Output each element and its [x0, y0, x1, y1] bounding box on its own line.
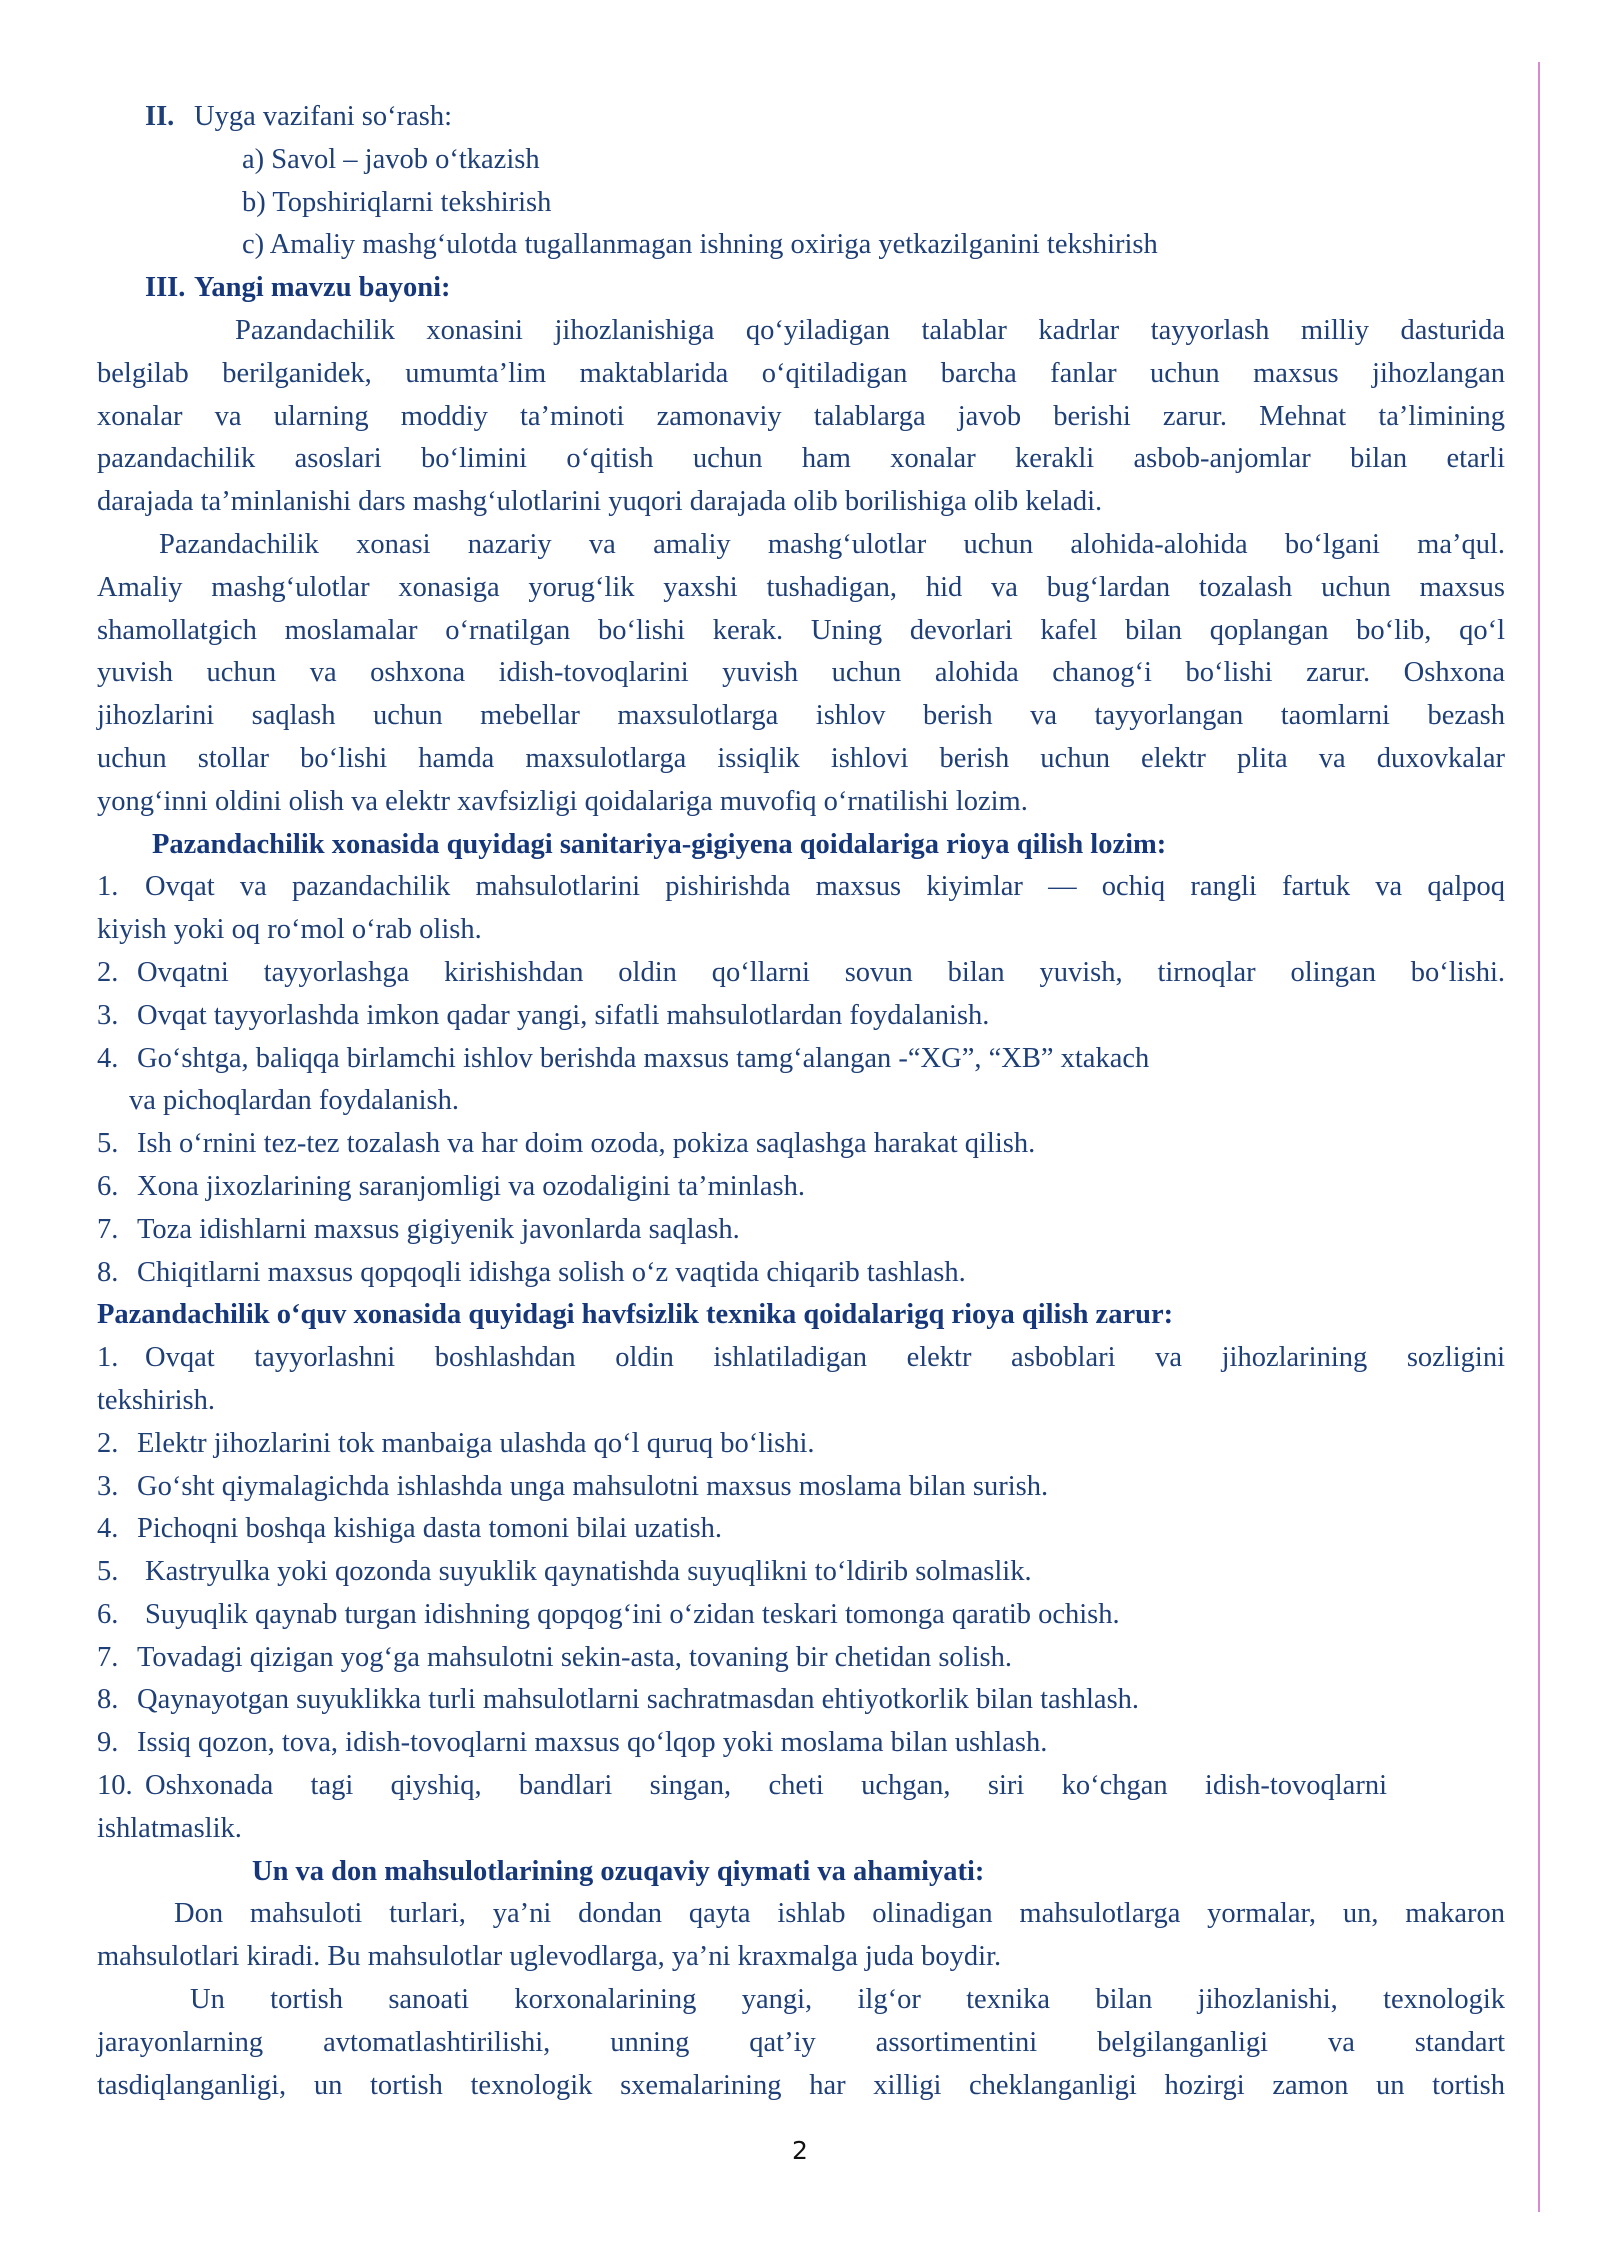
paragraph-line: Amaliy mashg‘ulotlar xonasiga yorug‘lik yaxshi tushadigan, hid va bug‘lardan tozalash uchun maxsus [97, 571, 1505, 603]
paragraph-line: Un tortish sanoati korxonalarining yangi, ilg‘or texnika bilan jihozlanishi, texnologik [190, 1984, 1505, 2016]
paragraph-line: Pazandachilik xonasini jihozlanishiga qo‘yiladigan talablar kadrlar tayyorlash milliy dasturida [235, 314, 1505, 346]
document-page [97, 96, 1505, 2107]
item-number: 1. [97, 871, 119, 903]
section-heading-2 [97, 96, 1505, 139]
paragraph-line: belgilab berilganidek, umumta’lim maktablarida o‘qitiladigan barcha fanlar uchun maxsus jihozlangan [97, 357, 1505, 389]
item-text: Ovqat va pazandachilik mahsulotlarini pishirishda maxsus kiyimlar — ochiq rangli fartuk va qalpoq [145, 871, 1505, 903]
item-text: Ovqatni tayyorlashga kirishishdan oldin qo‘llarni sovun bilan yuvish, tirnoqlar olingan bo‘lishi. [137, 956, 1505, 988]
item-text: Qaynayotgan suyuklikka turli mahsulotlarni sachratmasdan ehtiyotkorlik bilan tashlash. [137, 1684, 1140, 1716]
list-item [97, 1466, 1505, 1509]
item-text: Ish o‘rnini tez-tez tozalash va har doim ozoda, pokiza saqlashga harakat qilish. [137, 1128, 1036, 1160]
list-item [97, 1423, 1505, 1466]
item-number: 8. [97, 1684, 119, 1716]
item-text: Suyuqlik qaynab turgan idishning qopqog‘ini o‘zidan teskari tomonga qaratib ochish. [145, 1598, 1120, 1630]
item-number: 8. [97, 1256, 119, 1288]
item-number: 6. [97, 1598, 119, 1630]
list-item [97, 1722, 1505, 1765]
margin-line [1538, 62, 1540, 2212]
paragraph-line: jarayonlarning avtomatlashtirilishi, unning qat’iy assortimentini belgilanganligi va standart [97, 2026, 1505, 2058]
paragraph-line: mahsulotlari kiradi. Bu mahsulotlar uglevodlarga, ya’ni kraxmalga juda boydir. [97, 1941, 1002, 1973]
sanitary-heading: Pazandachilik xonasida quyidagi sanitariya-gigiyena qoidalariga rioya qilish lozim: [152, 828, 1167, 860]
item-number: 10. [97, 1770, 133, 1802]
section-heading-3 [97, 267, 1505, 310]
item-text-continued: kiyish yoki oq ro‘mol o‘rab olish. [97, 914, 482, 946]
item-number: 1. [97, 1342, 119, 1374]
item-text: Pichoqni boshqa kishiga dasta tomoni bilai uzatish. [137, 1513, 722, 1545]
section-title: Uyga vazifani so‘rash: [194, 101, 452, 132]
item-text-continued: tekshirish. [97, 1384, 215, 1416]
item-number: 3. [97, 999, 119, 1031]
list-item [97, 1209, 1505, 1252]
list-item [97, 1123, 1505, 1166]
list-item: b) Topshiriqlarni tekshirish [242, 186, 552, 218]
list-item [97, 952, 1505, 995]
item-text: Toza idishlarni maxsus gigiyenik javonlarda saqlash. [137, 1213, 740, 1245]
paragraph-line: Don mahsuloti turlari, ya’ni dondan qayta ishlab olinadigan mahsulotlarga yormalar, un, makaron [174, 1898, 1505, 1930]
list-item [97, 1038, 1505, 1081]
paragraph-line: uchun stollar bo‘lishi hamda maxsulotlarga issiqlik ishlovi berish uchun elektr plita va duxovkalar [97, 742, 1505, 774]
item-number: 5. [97, 1556, 119, 1588]
list-item [97, 1765, 1387, 1808]
section-title: Yangi mavzu bayoni: [194, 272, 451, 304]
paragraph-line: xonalar va ularning moddiy ta’minoti zamonaviy talablarga javob berishi zarur. Mehnat ta’limining [97, 400, 1505, 432]
list-item [97, 1252, 1505, 1295]
list-item: c) Amaliy mashg‘ulotda tugallanmagan ishning oxiriga yetkazilganini tekshirish [242, 229, 1158, 261]
list-item: a) Savol – javob o‘tkazish [242, 143, 540, 175]
item-number: 7. [97, 1213, 119, 1245]
item-text: Issiq qozon, tova, idish-tovoqlarni maxsus qo‘lqop yoki moslama bilan ushlash. [137, 1727, 1048, 1759]
list-item [97, 1551, 1505, 1594]
paragraph-line: pazandachilik asoslari bo‘limini o‘qitish uchun ham xonalar kerakli asbob-anjomlar bilan etarli [97, 443, 1505, 475]
list-item [97, 1337, 1505, 1380]
list-item [97, 1166, 1505, 1209]
section-numeral: II. [145, 101, 175, 132]
paragraph-line: yuvish uchun va oshxona idish-tovoqlarini yuvish uchun alohida chanog‘i bo‘lishi zarur. Oshxona [97, 657, 1505, 689]
section-numeral: III. [145, 272, 186, 304]
nutrition-heading: Un va don mahsulotlarining ozuqaviy qiymati va ahamiyati: [252, 1855, 985, 1887]
item-text-continued: ishlatmaslik. [97, 1812, 242, 1844]
item-text: Chiqitlarni maxsus qopqoqli idishga solish o‘z vaqtida chiqarib tashlash. [137, 1256, 966, 1288]
item-number: 6. [97, 1170, 119, 1202]
item-number: 4. [97, 1513, 119, 1545]
list-item [97, 995, 1505, 1038]
list-item [97, 1594, 1505, 1637]
paragraph-line: yong‘inni oldini olish va elektr xavfsizligi qoidalariga muvofiq o‘rnatilishi lozim. [97, 785, 1028, 817]
item-text-continued: va pichoqlardan foydalanish. [129, 1085, 460, 1117]
item-number: 2. [97, 1427, 119, 1459]
item-text: Go‘sht qiymalagichda ishlashda unga mahsulotni maxsus moslama bilan surish. [137, 1470, 1049, 1502]
item-number: 3. [97, 1470, 119, 1502]
item-number: 7. [97, 1641, 119, 1673]
page-number: 2 [792, 2136, 808, 2165]
item-text: Tovadagi qizigan yog‘ga mahsulotni sekin-asta, tovaning bir chetidan solish. [137, 1641, 1012, 1673]
list-item [97, 1508, 1505, 1551]
item-number: 5. [97, 1128, 119, 1160]
item-text: Ovqat tayyorlashda imkon qadar yangi, sifatli mahsulotlardan foydalanish. [137, 999, 990, 1031]
safety-heading: Pazandachilik o‘quv xonasida quyidagi havfsizlik texnika qoidalarigq rioya qilish zarur: [97, 1299, 1174, 1331]
item-text: Oshxonada tagi qiyshiq, bandlari singan, cheti uchgan, siri ko‘chgan idish-tovoqlarni [145, 1770, 1387, 1802]
item-text: Go‘shtga, baliqqa birlamchi ishlov berishda maxsus tamg‘alangan -“XG”, “XB” xtakach [137, 1042, 1150, 1074]
item-text: Ovqat tayyorlashni boshlashdan oldin ishlatiladigan elektr asboblari va jihozlarining sozligini [145, 1342, 1505, 1374]
list-item [97, 1637, 1505, 1680]
list-item [97, 866, 1505, 909]
item-text: Xona jixozlarining saranjomligi va ozodaligini ta’minlash. [137, 1170, 806, 1202]
item-number: 2. [97, 956, 119, 988]
paragraph-line: darajada ta’minlanishi dars mashg‘ulotlarini yuqori darajada olib borilishiga olib keladi. [97, 486, 1103, 518]
paragraph-line: tasdiqlanganligi, un tortish texnologik sxemalarining har xilligi cheklanganligi hozirgi zamon un tortish [97, 2069, 1505, 2101]
list-item [97, 1679, 1505, 1722]
paragraph-line: shamollatgich moslamalar o‘rnatilgan bo‘lishi kerak. Uning devorlari kafel bilan qoplangan bo‘lib, qo‘l [97, 614, 1505, 646]
item-number: 4. [97, 1042, 119, 1074]
item-number: 9. [97, 1727, 119, 1759]
paragraph-line: Pazandachilik xonasi nazariy va amaliy mashg‘ulotlar uchun alohida-alohida bo‘lgani ma’qul. [159, 528, 1505, 560]
paragraph-line: jihozlarini saqlash uchun mebellar maxsulotlarga ishlov berish va tayyorlangan taomlarni bezash [97, 700, 1505, 732]
item-text: Elektr jihozlarini tok manbaiga ulashda qo‘l quruq bo‘lishi. [137, 1427, 815, 1459]
item-text: Kastryulka yoki qozonda suyuklik qaynatishda suyuqlikni to‘ldirib solmaslik. [145, 1556, 1032, 1588]
